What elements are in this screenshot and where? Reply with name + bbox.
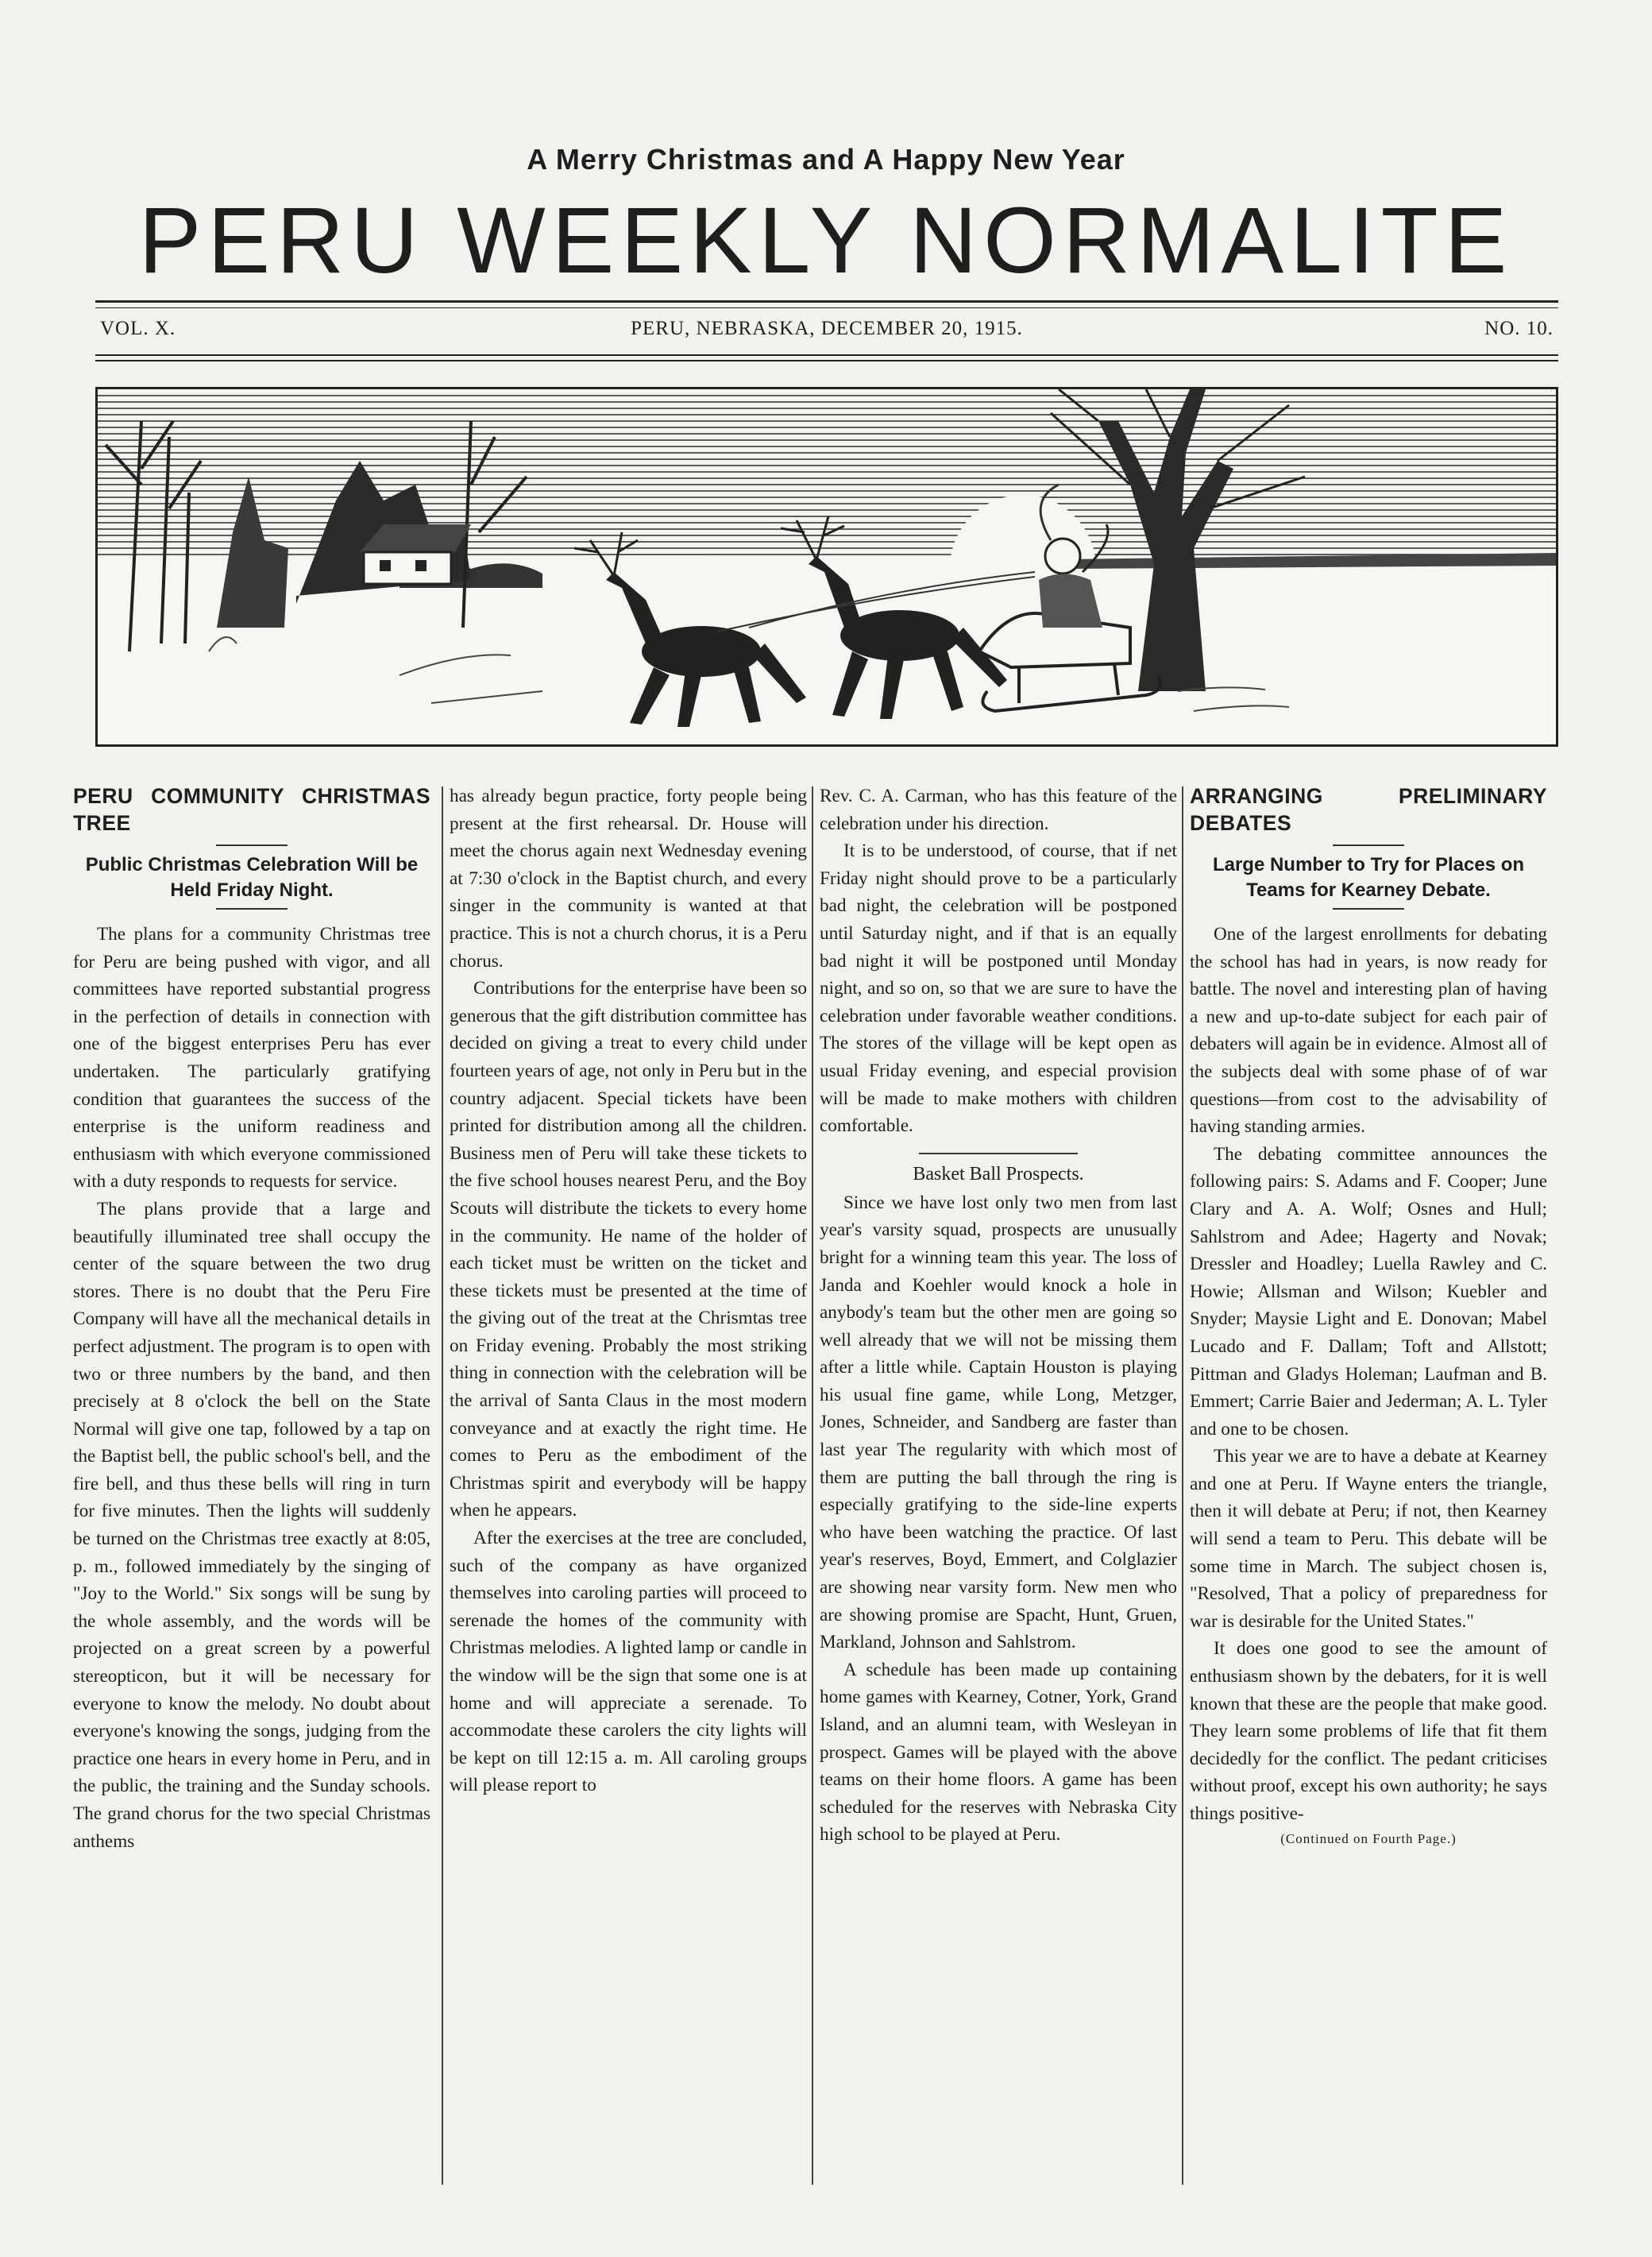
- debates-paragraph-3: This year we are to have a debate at Kearney and one at Peru. If Wayne enters the triangle, then it will debate at Peru; if not, then Kearney will send a team to Peru. This debate will be some time in March. The subject chosen is, "Resolved, That a policy of preparedness for war is desirable for the United States.": [1190, 1446, 1547, 1632]
- subhead-divider: [1333, 908, 1404, 910]
- masthead-rule-top: [95, 300, 1558, 303]
- basketball-paragraph-2: A schedule has been made up containing home games with Kearney, Cotner, York, Grand Island, and an alumni team, with Wesleyan in prospect. Games will be played with the above teams on their home floors. A game has been scheduled for the reserves with Nebraska City high school to be played at Peru.: [820, 1659, 1177, 1845]
- dateline-rule-top: [95, 354, 1558, 356]
- holiday-greeting: A Merry Christmas and A Happy New Year: [527, 143, 1125, 176]
- place-and-date: PERU, NEBRASKA, DECEMBER 20, 1915.: [631, 318, 1023, 339]
- volume-number: VOL. X.: [100, 318, 176, 339]
- column-rule-3: [1182, 786, 1183, 2185]
- debates-subhead: Large Number to Try for Places on Teams for Kearney Debate.: [1212, 854, 1525, 901]
- headline-divider: [216, 844, 288, 846]
- subhead-divider: [216, 908, 288, 910]
- column-rule-2: [812, 786, 813, 2185]
- debates-paragraph-2: The debating committee announces the following pairs: S. Adams and F. Cooper; June Clary and A. A. Wolf; Osnes and Hull; Sahlstrom and Adee; Hagerty and Novak; Dressler and Hoadley; Luella Rawley and C. Howie; Allsman and Wilson; Kuebler and Snyder; Maysie Light and E. Donovan; Mabel Lucado and F. Dallam; Toft and Allstott; Pittman and Gladys Holeman; Laufman and B. Emmert; Carrie Baier and Jederman; A. L. Tyler and one to be chosen.: [1190, 1143, 1547, 1440]
- issue-number: NO. 10.: [1484, 318, 1554, 339]
- christmas-paragraph-3: has already begun practice, forty people being present at the first rehearsal. Dr. House will meet the chorus again next Wednesday evening at 7:30 o'clock in the Baptist church, and every singer in the community is wanted at that practice. This is not a church chorus, it is a Peru chorus.: [450, 786, 807, 972]
- debates-paragraph-1: One of the largest enrollments for debating the school has had in years, is now ready for battle. The novel and interesting plan of having a new and up-to-date subject for each pair of debaters will again be in evidence. Almost all of the subjects deal with some phase of of war questions—from cost to the advisability of having standing armies.: [1190, 924, 1547, 1138]
- debates-headline: ARRANGING PRELIMINARY DEBATES: [1190, 784, 1547, 835]
- masthead-rule-thin: [95, 307, 1558, 308]
- christmas-paragraph-2: The plans provide that a large and beautifully illuminated tree shall occupy the center of the square between the two drug stores. There is no doubt that the Peru Fire Company will have all the mechanical details in perfect adjustment. The program is to open with two or three numbers by the band, and then precisely at 8 o'clock the bell on the State Normal will give one tap, followed by a tap on the Baptist bell, the public school's bell, and the fire bell, and thus these bells will ring in turn for five minutes. Then the lights will suddenly be turned on the Christmas tree exactly at 8:05, p. m., followed immediately by the singing of "Joy to the World." Six songs will be sung by the whole assembly, and the words will be projected on a great screen by a powerful stereopticon, but it will be necessary for everyone to know the melody. No doubt about everyone's knowing the songs, judging from the practice one hears in every home in Peru, and in the public, the training and the Sunday schools. The grand chorus for the two special Christmas anthems: [73, 1198, 430, 1852]
- basketball-headline: Basket Ball Prospects.: [913, 1163, 1084, 1185]
- continued-notice: (Continued on Fourth Page.): [1280, 1830, 1457, 1846]
- column-1: [73, 783, 430, 2189]
- dateline-rule-bottom: [95, 360, 1558, 361]
- christmas-tree-subhead: Public Christmas Celebration Will be Held Friday Night.: [85, 854, 419, 901]
- basketball-paragraph-1: Since we have lost only two men from last year's varsity squad, prospects are unusually bright for a winning team this year. The loss of Janda and Koehler would knock a hole in anybody's team but the other men are going so well already that we will not be missing them after a little while. Captain Houston is playing his usual fine game, while Long, Metzger, Jones, Schneider, and Sandberg are faster than last year The regularity with which most of them are putting the ball through the ring is especially gratifying to the side-line experts who have been watching the practice. Of last year's reserves, Boyd, Emmert, and Colglazier are showing near varsity form. New men who are showing promise are Spacht, Hunt, Gruen, Markland, Johnson and Sahlstrom.: [820, 1192, 1177, 1653]
- santa-sleigh-illustration: [95, 387, 1558, 747]
- headline-divider: [1333, 844, 1404, 846]
- christmas-paragraph-5: After the exercises at the tree are concluded, such of the company as have organized themselves into caroling parties will proceed to serenade the homes of the community with Christmas melodies. A lighted lamp or candle in the window will be the sign that some one is at home and will appreciate a serenade. To accommodate these carolers the city lights will be kept on till 12:15 a. m. All caroling groups will please report to: [450, 1528, 807, 1796]
- christmas-paragraph-1: The plans for a community Christmas tree for Peru are being pushed with vigor, and all committees have reported substantial progress in the perfection of details in connection with one of the biggest enterprises Peru has ever undertaken. The particularly gratifying condition that guarantees the success of the enterprise is the uniform readiness and enthusiasm with which everyone commissioned with a duty responds to requests for service.: [73, 924, 430, 1192]
- newspaper-title: PERU WEEKLY NORMALITE: [138, 188, 1514, 293]
- dateline: [95, 316, 1558, 345]
- column-rule-1: [442, 786, 443, 2185]
- christmas-tree-headline: PERU COMMUNITY CHRISTMAS TREE: [73, 784, 430, 835]
- christmas-paragraph-6: Rev. C. A. Carman, who has this feature of the celebration under his direction.: [820, 786, 1177, 834]
- column-2: [450, 783, 807, 2189]
- christmas-paragraph-7: It is to be understood, of course, that if net Friday night should prove to be a particularly bad night, the celebration will be postponed until Saturday night, and if that is an equally bad night it will be postponed until Monday night, and so on, so that we are sure to have the celebration under favorable weather conditions. The stores of the village will be kept open as usual Friday evening, and especial provision will be made to make mothers with children comfortable.: [820, 841, 1177, 1137]
- christmas-paragraph-4: Contributions for the enterprise have been so generous that the gift distribution committee has decided on giving a treat to every child under fourteen years of age, not only in Peru but in the country adjacent. Special tickets have been printed for distribution among all the children. Business men of Peru will take these tickets to the five school houses nearest Peru, and the Boy Scouts will distribute the tickets to every home in the community. He name of the holder of each ticket must be written on the ticket and these tickets must be presented at the time of the giving out of the treat at the Chrismtas tree on Friday evening. Probably the most striking thing in connection with the celebration will be the arrival of Santa Claus in the most modern conveyance and at exactly the right time. He comes to Peru as the embodiment of the Christmas spirit and everybody will be happy when he appears.: [450, 978, 807, 1521]
- debates-paragraph-4: It does one good to see the amount of enthusiasm shown by the debaters, for it is well known that these are the people that make good. They learn some problems of life that fit them decidedly for the conflict. The pedant criticises without proof, except his own authority; he says things positive-: [1190, 1638, 1547, 1824]
- column-4: [1190, 783, 1547, 2189]
- section-divider: [919, 1153, 1078, 1154]
- column-3: [820, 783, 1177, 2189]
